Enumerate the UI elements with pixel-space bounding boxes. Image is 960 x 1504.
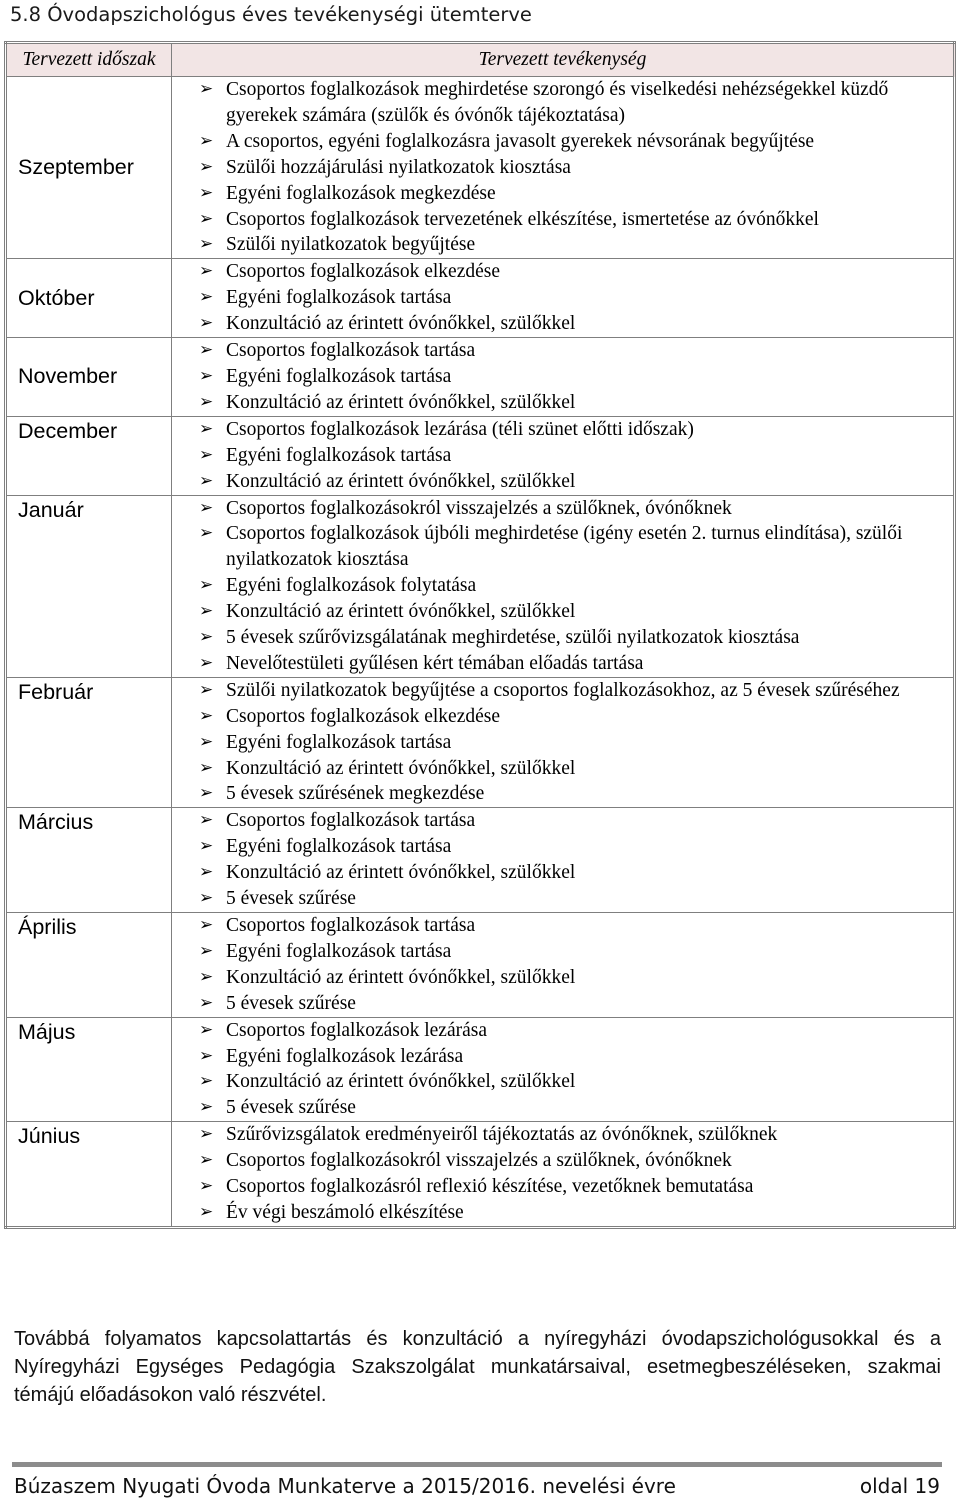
arrowhead-bullet-icon: ➢ [199,679,214,700]
arrowhead-bullet-icon: ➢ [199,731,214,752]
list-item [199,155,943,181]
month-cell: Április [6,913,172,1018]
arrowhead-bullet-icon: ➢ [199,261,214,282]
activity-text: Csoportos foglalkozások tartása [226,915,476,936]
activity-list [199,1018,943,1122]
activity-text: Csoportos foglalkozások elkezdése [226,705,501,727]
list-item [199,834,943,860]
activity-text: Egyéni foglalkozások tartása [226,444,452,466]
table-row [6,677,955,808]
activity-list [199,77,943,258]
activity-text: Konzultáció az érintett óvónőkkel, szülőkkel [226,1071,576,1093]
arrowhead-bullet-icon: ➢ [199,470,214,491]
arrowhead-bullet-icon: ➢ [199,208,214,229]
list-item [199,364,943,390]
activity-text: 5 évesek szűrése [226,888,356,910]
activity-cell [172,808,955,913]
list-item [199,129,943,155]
activity-cell [172,1017,955,1122]
list-item [199,651,943,677]
arrowhead-bullet-icon: ➢ [199,652,214,673]
arrowhead-bullet-icon: ➢ [199,340,214,361]
activity-text: 5 évesek szűrése [226,992,356,1014]
list-item [199,808,943,834]
list-item [199,730,943,756]
activity-cell [172,77,955,259]
list-item [199,965,943,991]
schedule-body [6,77,955,1228]
table-row [6,913,955,1018]
activity-text: Csoportos foglalkozások tartása [226,340,476,362]
arrowhead-bullet-icon: ➢ [199,992,214,1013]
arrowhead-bullet-icon: ➢ [199,1071,214,1092]
activity-text: Egyéni foglalkozások tartása [226,365,452,387]
list-item [199,417,943,443]
month-cell: Január [6,495,172,677]
activity-cell [172,913,955,1018]
activity-list [199,808,943,912]
arrowhead-bullet-icon: ➢ [199,234,214,255]
table-row [6,259,955,338]
footer-divider [12,1462,942,1467]
arrowhead-bullet-icon: ➢ [199,313,214,334]
activity-text: Csoportos foglalkozásról reflexió készítése, vezetőknek bemutatása [226,1176,754,1198]
arrowhead-bullet-icon: ➢ [199,627,214,648]
activity-text: Csoportos foglalkozások lezárása (téli szünet előtti időszak) [226,418,694,440]
activity-text: Csoportos foglalkozások lezárása [226,1019,488,1041]
activity-text: Konzultáció az érintett óvónőkkel, szülőkkel [226,966,576,988]
arrowhead-bullet-icon: ➢ [199,757,214,778]
activity-cell [172,338,955,417]
list-item [199,625,943,651]
list-item [199,599,943,625]
arrowhead-bullet-icon: ➢ [199,444,214,465]
table-row [6,338,955,417]
arrowhead-bullet-icon: ➢ [199,523,214,544]
activity-text: 5 évesek szűrése [226,1097,356,1119]
arrowhead-bullet-icon: ➢ [199,156,214,177]
activity-text: Csoportos foglalkozásokról visszajelzés a szülőknek, óvónőknek [226,1150,732,1172]
list-item [199,704,943,730]
table-row [6,495,955,677]
activity-text: Konzultáció az érintett óvónőkkel, szülőkkel [226,862,576,884]
list-item [199,1148,943,1174]
list-item [199,991,943,1017]
table-row [6,77,955,259]
activity-text: Év végi beszámoló elkészítése [226,1201,464,1223]
activity-text: Szülői nyilatkozatok begyűjtése a csoportos foglalkozásokhoz, az 5 évesek szűréséhez [226,679,900,701]
activity-text: Egyéni foglalkozások tartása [226,836,452,858]
month-cell: Március [6,808,172,913]
header-activity: Tervezett tevékenység [172,43,955,77]
list-item [199,1095,943,1121]
footer-page-number: oldal 19 [859,1474,940,1498]
arrowhead-bullet-icon: ➢ [199,497,214,518]
list-item [199,1174,943,1200]
arrowhead-bullet-icon: ➢ [199,182,214,203]
schedule-table [4,41,956,1229]
month-cell: Október [6,259,172,338]
activity-text: Csoportos foglalkozások tartása [226,810,476,832]
activity-cell [172,495,955,677]
arrowhead-bullet-icon: ➢ [199,862,214,883]
list-item [199,1122,943,1148]
activity-list [199,913,943,1017]
arrowhead-bullet-icon: ➢ [199,1045,214,1066]
page-title: 5.8 Óvodapszichológus éves tevékenységi ütemterve [10,3,532,26]
arrowhead-bullet-icon: ➢ [199,79,214,99]
list-item [199,496,943,522]
month-cell: December [6,416,172,495]
table-row [6,416,955,495]
arrowhead-bullet-icon: ➢ [199,783,214,804]
list-item [199,1069,943,1095]
activity-cell [172,259,955,338]
arrowhead-bullet-icon: ➢ [199,1097,214,1118]
activity-list [199,417,943,495]
table-header-row [6,43,955,77]
arrowhead-bullet-icon: ➢ [199,1150,214,1171]
activity-text: Szülői nyilatkozatok begyűjtése [226,234,476,256]
activity-cell [172,677,955,808]
arrowhead-bullet-icon: ➢ [199,365,214,386]
activity-text: 5 évesek szűrővizsgálatának meghirdetése, szülői nyilatkozatok kiosztása [226,627,800,649]
list-item [199,939,943,965]
activity-text: Egyéni foglalkozások tartása [226,287,452,309]
list-item [199,1018,943,1044]
activity-text: Szülői hozzájárulási nyilatkozatok kiosztása [226,156,571,178]
activity-cell [172,1122,955,1228]
table-row [6,1017,955,1122]
activity-text: Egyéni foglalkozások tartása [226,940,452,962]
activity-list [199,496,943,677]
month-cell: Szeptember [6,77,172,259]
activity-text: Egyéni foglalkozások tartása [226,731,452,753]
list-item [199,1200,943,1226]
arrowhead-bullet-icon: ➢ [199,888,214,909]
activity-text: Egyéni foglalkozások lezárása [226,1045,464,1067]
activity-list [199,678,943,808]
month-cell: Június [6,1122,172,1228]
activity-text: Konzultáció az érintett óvónőkkel, szülőkkel [226,313,576,335]
activity-text: 5 évesek szűrésének megkezdése [226,783,485,805]
arrowhead-bullet-icon: ➢ [199,915,214,935]
closing-note: Továbbá folyamatos kapcsolattartás és konzultáció a nyíregyházi óvodapszichológusokkal és a Nyíregyházi Egységes Pedagógia Szakszolgálat munkatársaival, esetmegbeszéléseken, szakmai témájú előadásokon való részvétel. [14,1328,941,1406]
arrowhead-bullet-icon: ➢ [199,810,214,831]
activity-text: Konzultáció az érintett óvónőkkel, szülőkkel [226,470,576,492]
month-cell: November [6,338,172,417]
activity-text: Konzultáció az érintett óvónőkkel, szülőkkel [226,757,576,779]
list-item [199,259,943,285]
month-cell: Május [6,1017,172,1122]
list-item [199,338,943,364]
list-item [199,573,943,599]
list-item [199,913,943,939]
activity-text: Nevelőtestületi gyűlésen kért témában előadás tartása [226,652,644,674]
activity-text: Csoportos foglalkozásokról visszajelzés a szülőknek, óvónőknek [226,497,732,519]
list-item [199,469,943,495]
list-item [199,77,943,129]
arrowhead-bullet-icon: ➢ [199,1176,214,1197]
list-item [199,232,943,258]
arrowhead-bullet-icon: ➢ [199,287,214,308]
activity-text: Konzultáció az érintett óvónőkkel, szülőkkel [226,601,576,623]
list-item [199,860,943,886]
list-item [199,756,943,782]
activity-text: Csoportos foglalkozások elkezdése [226,261,501,283]
activity-list [199,338,943,416]
list-item [199,678,943,704]
arrowhead-bullet-icon: ➢ [199,940,214,961]
activity-text: Konzultáció az érintett óvónőkkel, szülőkkel [226,391,576,413]
activity-cell [172,416,955,495]
arrowhead-bullet-icon: ➢ [199,1124,214,1145]
list-item [199,181,943,207]
table-row [6,1122,955,1228]
arrowhead-bullet-icon: ➢ [199,966,214,987]
arrowhead-bullet-icon: ➢ [199,836,214,857]
list-item [199,1044,943,1070]
header-period: Tervezett időszak [6,43,172,77]
footer-document-title: Búzaszem Nyugati Óvoda Munkaterve a 2015/2016. nevelési évre [14,1474,676,1498]
activity-list [199,1122,943,1226]
arrowhead-bullet-icon: ➢ [199,418,214,439]
list-item [199,285,943,311]
arrowhead-bullet-icon: ➢ [199,575,214,596]
list-item [199,781,943,807]
arrowhead-bullet-icon: ➢ [199,130,214,151]
month-cell: Február [6,677,172,808]
activity-text: Csoportos foglalkozások tervezetének elkészítése, ismertetése az óvónőkkel [226,208,819,230]
list-item [199,521,943,573]
activity-text: A csoportos, egyéni foglalkozásra javasolt gyerekek névsorának begyűjtése [226,130,815,152]
activity-text: Egyéni foglalkozások megkezdése [226,182,496,204]
arrowhead-bullet-icon: ➢ [199,705,214,726]
arrowhead-bullet-icon: ➢ [199,601,214,622]
list-item [199,311,943,337]
list-item [199,390,943,416]
table-row [6,808,955,913]
activity-text: Szűrővizsgálatok eredményeiről tájékoztatás az óvónőknek, szülőknek [226,1124,778,1146]
arrowhead-bullet-icon: ➢ [199,391,214,412]
activity-text: Csoportos foglalkozások meghirdetése szorongó és viselkedési nehézségekkel küzdő gyerekek számára (szülők és óvónők tájékoztatása) [226,79,889,126]
arrowhead-bullet-icon: ➢ [199,1201,214,1222]
list-item [199,443,943,469]
activity-list [199,259,943,337]
activity-text: Egyéni foglalkozások folytatása [226,575,477,597]
activity-text: Csoportos foglalkozások újbóli meghirdetése (igény esetén 2. turnus elindítása), szülői nyilatkozatok kiosztása [226,523,903,571]
list-item [199,886,943,912]
arrowhead-bullet-icon: ➢ [199,1019,214,1040]
list-item [199,207,943,233]
